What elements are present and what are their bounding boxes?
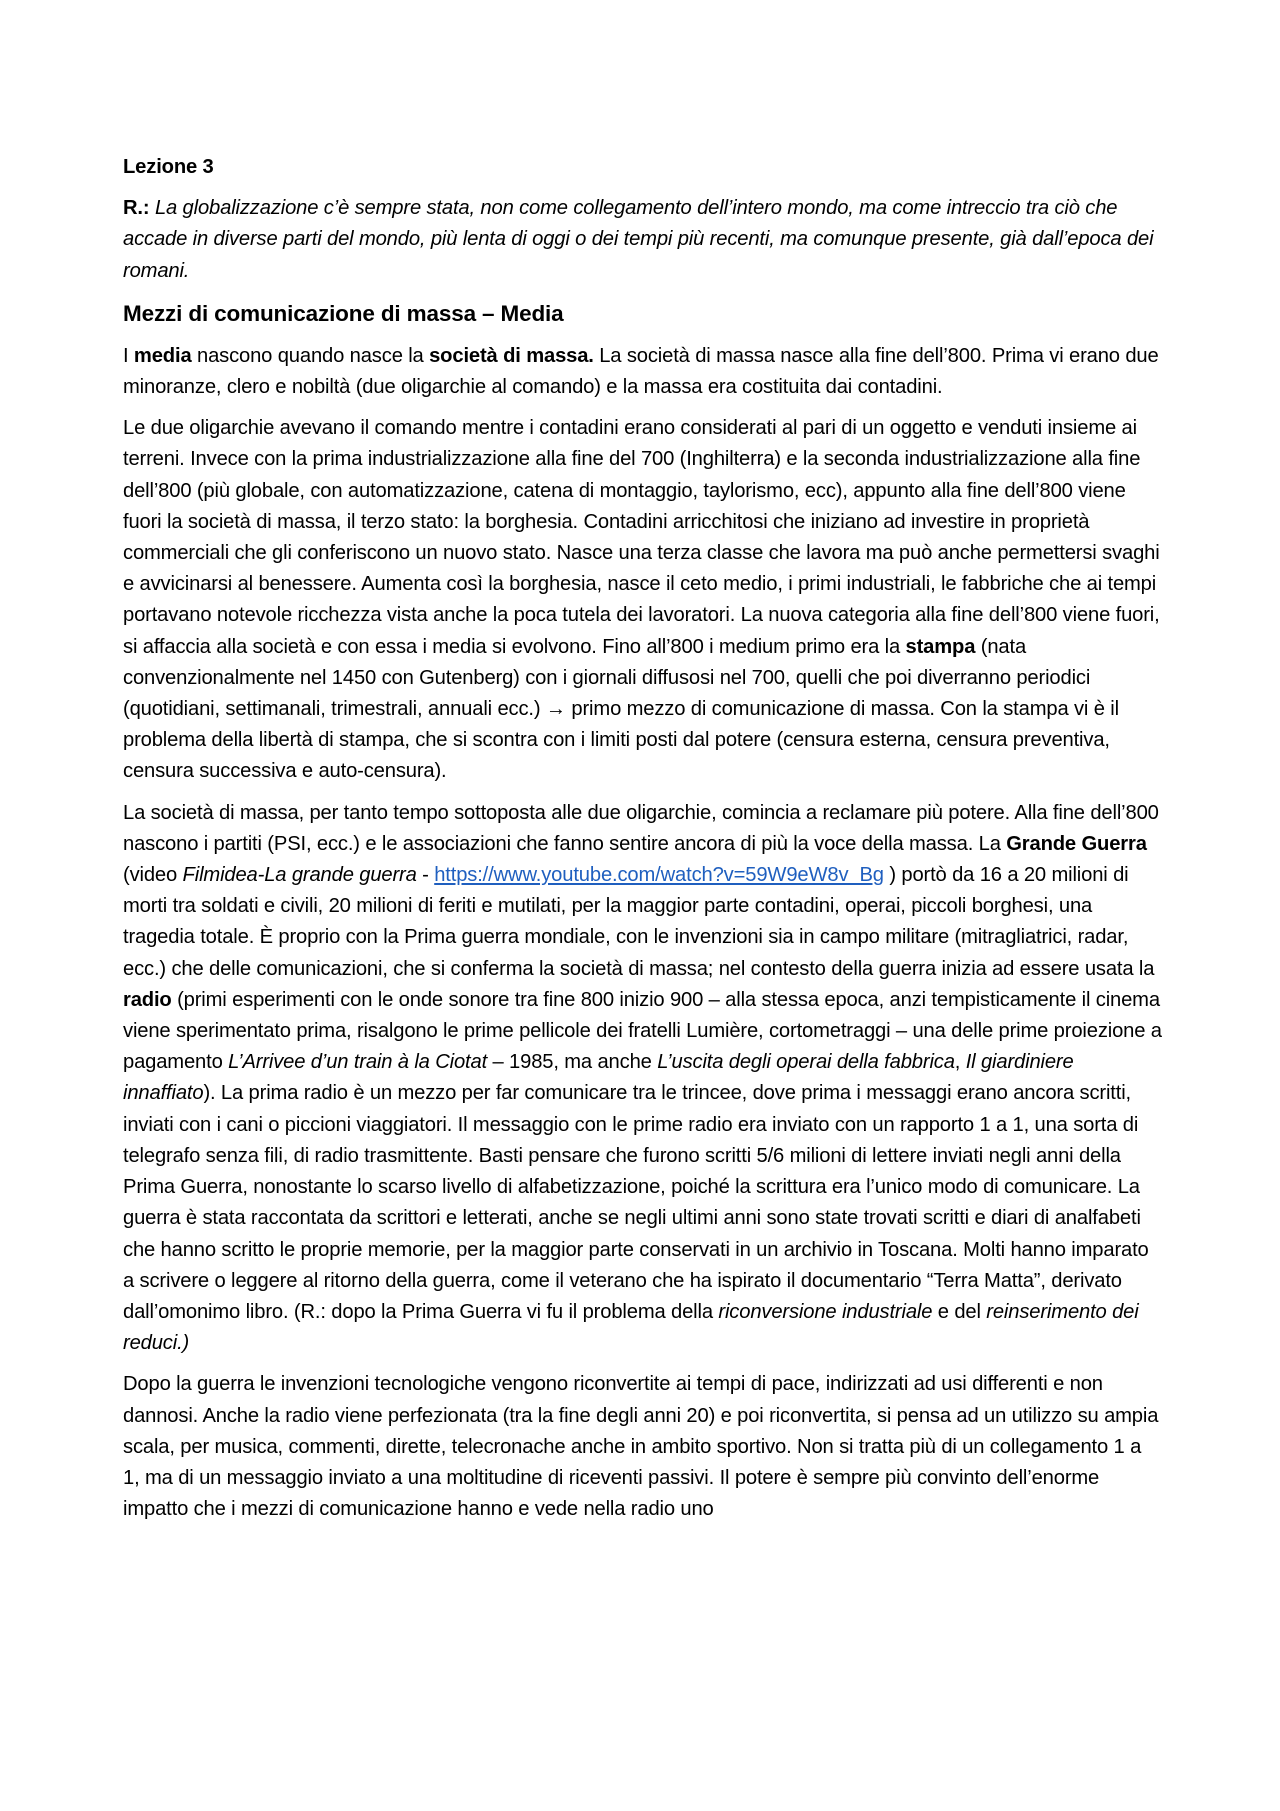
document-page xyxy=(123,152,1163,1535)
bold-run: media xyxy=(133,344,192,367)
right-arrow-icon: → xyxy=(545,698,566,721)
italic-run: Il giardiniere innaffiato xyxy=(123,1051,1074,1105)
note-label: R.: xyxy=(123,197,150,220)
bold-run: radio xyxy=(123,988,172,1011)
bold-run: società di massa. xyxy=(429,344,594,367)
youtube-link[interactable]: https://www.youtube.com/watch?v=59W9eW8v_Bg xyxy=(434,864,884,887)
text-run: ). La prima radio è un mezzo per far comunicare tra le trincee, dove prima i messaggi erano ancora scritti, inviati con i cani o piccioni viaggiatori. Il messaggio con le prime radio era inviato con un rapporto 1 a 1, una sorta di telegrafo senza fili, di radio trasmittente. Basti pensare che furono scritti 5/6 milioni di lettere inviati negli anni della Prima Guerra, nonostante lo scarso livello di alfabetizzazione, poiché la scrittura era l’unico modo di comunicare. La guerra è stata raccontata da scrittori e letterati, anche se negli ultimi anni sono state trovati scritti e diari di analfabeti che hanno scritto le proprie memorie, per la maggior parte conservati in un archivio in Toscana. Molti hanno imparato a scrivere o leggere al ritorno della guerra, come il veterano che ha ispirato il documentario “Terra Matta”, derivato dall’omonimo libro. (R.: dopo la Prima Guerra vi fu il problema della xyxy=(123,1082,1149,1323)
paragraph-media-origin xyxy=(123,341,1163,403)
text-run: ) portò da 16 a 20 milioni di morti tra soldati e civili, 20 milioni di feriti e mutilati, per la maggior parte contadini, operai, piccoli borghesi, una tragedia totale. È proprio con la Prima guerra mondiale, con le invenzioni sia in campo militare (mitragliatrici, radar, ecc.) che delle comunicazioni, che si conferma la società di massa; nel contesto della guerra inizia ad essere usata la xyxy=(123,864,1155,980)
section-heading: Mezzi di comunicazione di massa – Media xyxy=(123,300,564,326)
italic-run: L’uscita degli operai della fabbrica xyxy=(657,1051,955,1074)
italic-run: Filmidea-La grande guerra xyxy=(182,864,417,887)
bold-run: Grande Guerra xyxy=(1006,832,1147,855)
italic-run: reinserimento dei reduci.) xyxy=(123,1300,1139,1355)
text-run: (primi esperimenti con le onde sonore tra fine 800 inizio 900 – alla stessa epoca, anzi tempisticamente il cinema viene sperimentato prima, risalgono le prime pellicole dei fratelli Lumière, cortometraggi – una delle prime proiezione a pagamento xyxy=(123,988,1162,1074)
text-run: La società di massa, per tanto tempo sottoposta alle due oligarchie, comincia a reclamare più potere. Alla fine dell’800 nascono i partiti (PSI, ecc.) e le associazioni che fanno sentire ancora di più la voce della massa. La xyxy=(123,801,1159,855)
text-run: I xyxy=(123,344,134,367)
lesson-title: Lezione 3 xyxy=(123,156,214,178)
text-run: (video xyxy=(123,864,183,887)
text-run: - xyxy=(416,864,435,887)
paragraph-great-war xyxy=(123,798,1163,1360)
text-run: nascono quando nasce la xyxy=(191,344,430,367)
bold-run: stampa xyxy=(905,635,976,658)
italic-run: L’Arrivee d’un train à la Ciotat xyxy=(228,1051,488,1074)
text-run: La società di massa nasce alla fine dell’800. Prima vi erano due minoranze, clero e nobiltà (due oligarchie al comando) e la massa era costituita dai contadini. xyxy=(123,344,1159,399)
text-run: e del xyxy=(932,1300,987,1323)
note-text: La globalizzazione c’è sempre stata, non come collegamento dell’intero mondo, ma come intreccio tra ciò che accade in diverse parti del mondo, più lenta di oggi o dei tempi più recenti, ma comunque presente, già dall’epoca dei romani. xyxy=(123,197,1154,282)
paragraph-oligarchies xyxy=(123,413,1163,787)
paragraph-post-war xyxy=(123,1369,1163,1525)
text-run: , xyxy=(954,1051,966,1074)
text-run: Le due oligarchie avevano il comando mentre i contadini erano considerati al pari di un oggetto e venduti insieme ai terreni. Invece con la prima industrializzazione alla fine del 700 (Inghilterra) e la seconda industrializzazione alla fine dell’800 (più globale, con automatizzazione, catena di montaggio, taylorismo, ecc), appunto alla fine dell’800 viene fuori la società di massa, il terzo stato: la borghesia. Contadini arricchitosi che iniziano ad investire in proprietà commerciali che gli conferiscono un nuovo stato. Nasce una terza classe che lavora ma può anche permettersi svaghi e avvicinarsi al benessere. Aumenta così la borghesia, nasce il ceto medio, i primi industriali, le fabbriche che ai tempi portavano notevole ricchezza vista anche la poca tutela dei lavoratori. La nuova categoria alla fine dell’800 viene fuori, si affaccia alla società e con essa i media si evolvono. Fino all’800 i medium primo era la xyxy=(123,417,1160,658)
text-run: primo mezzo di comunicazione di massa. Con la stampa vi è il problema della libertà di stampa, che si scontra con i limiti posti dal potere (censura esterna, censura preventiva, censura successiva e auto-censura). xyxy=(123,698,1119,783)
text-run: Dopo la guerra le invenzioni tecnologiche vengono riconvertite ai tempi di pace, indirizzati ad usi differenti e non dannosi. Anche la radio viene perfezionata (tra la fine degli anni 20) e poi riconvertita, si pensa ad un utilizzo su ampia scala, per musica, commenti, dirette, telecronache anche in ambito sportivo. Non si tratta più di un collegamento 1 a 1, ma di un messaggio inviato a una moltitudine di riceventi passivi. Il potere è sempre più convinto dell’enorme impatto che i mezzi di comunicazione hanno e vede nella radio uno xyxy=(123,1373,1159,1521)
italic-run: riconversione industriale xyxy=(718,1300,933,1323)
text-run: (nata convenzionalmente nel 1450 con Gutenberg) con i giornali diffusosi nel 700, quelli che poi diverranno periodici (quotidiani, settimanali, trimestrali, annuali ecc.) xyxy=(123,635,1091,721)
note-paragraph xyxy=(123,193,1163,287)
text-run: – 1985, ma anche xyxy=(487,1051,658,1074)
